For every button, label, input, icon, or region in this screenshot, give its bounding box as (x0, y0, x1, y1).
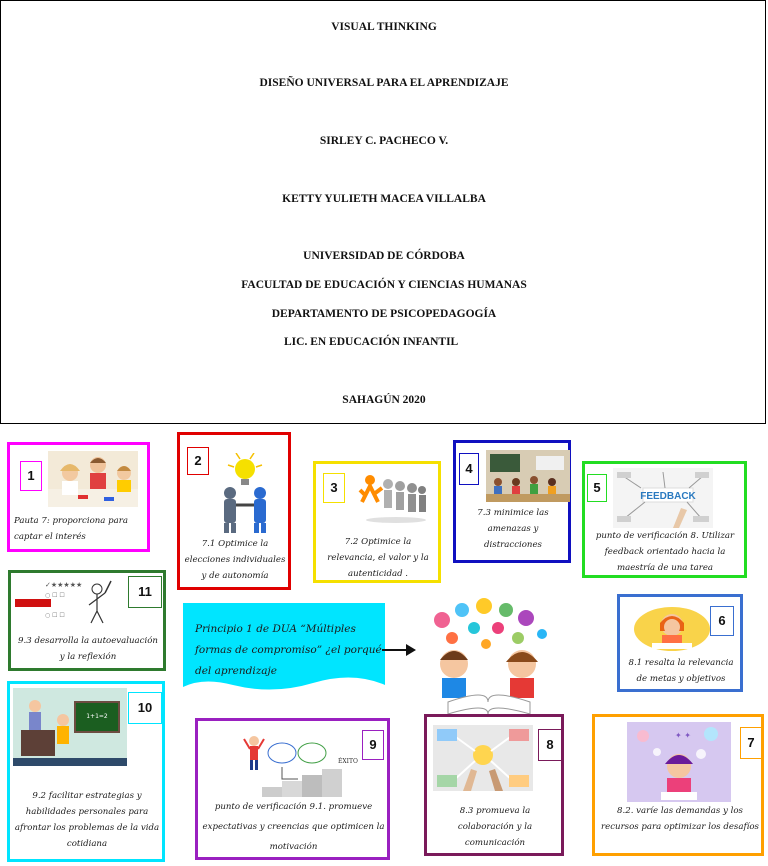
collaboration-photo (433, 725, 533, 791)
card-number: 2 (187, 447, 209, 475)
classroom-photo (486, 450, 570, 502)
banner-text: Principio 1 de DUA “Múltiples formas de compromiso” ¿el porqué del aprendizaje (195, 623, 382, 677)
success-stairs-image (242, 731, 360, 797)
leader-figures-image (356, 468, 426, 528)
card-number: 1 (20, 461, 42, 491)
cover-page (0, 0, 766, 424)
svg-text:✓★★★★★: ✓★★★★★ (45, 581, 83, 589)
svg-text:1+1=2: 1+1=2 (86, 713, 108, 720)
classroom-cartoon-image (13, 688, 127, 766)
cover-university: UNIVERSIDAD DE CÓRDOBA (303, 250, 465, 262)
cover-department: DEPARTAMENTO DE PSICOPEDAGOGÍA (271, 308, 497, 320)
card-text: punto de verificación 9.1. promueve expectativas y creencias que optimicen la motivación (202, 802, 385, 852)
cover-subtitle: DISEÑO UNIVERSAL PARA EL APRENDIZAJE (259, 77, 509, 89)
kids-reading-illustration (418, 598, 560, 716)
svg-text:✦ ✦: ✦ ✦ (675, 731, 691, 740)
card-number: 4 (459, 453, 479, 485)
card-3 (313, 461, 441, 583)
girl-thinking-image (632, 603, 712, 651)
card-text: 8.3 promueva la colaboración y la comunicación (457, 806, 533, 848)
principle-banner (183, 603, 385, 695)
card-1 (7, 442, 150, 552)
card-2 (177, 432, 291, 590)
card-number: 6 (710, 606, 734, 636)
arrow-right-icon (382, 643, 416, 657)
feedback-photo (613, 468, 713, 528)
card-text: 7.2 Optimice la relevancia, el valor y la autenticidad . (327, 537, 429, 579)
card-number: 7 (740, 727, 762, 759)
card-number: 10 (128, 692, 162, 724)
cover-place-year: SAHAGÚN 2020 (342, 394, 426, 406)
svg-text:ÉXITO: ÉXITO (338, 758, 358, 765)
card-7 (592, 714, 764, 856)
card-text: 7.1 Optimice la elecciones individuales y de autonomía (184, 539, 286, 581)
card-5 (582, 461, 747, 578)
card-number: 11 (128, 576, 162, 608)
card-11 (8, 570, 166, 671)
cover-author-2: KETTY YULIETH MACEA VILLALBA (282, 193, 486, 205)
card-8 (424, 714, 564, 856)
card-text: 9.2 facilitar estrategias y habilidades personales para afrontar los problemas de la vida cotidiana (14, 791, 160, 849)
card-6 (617, 594, 743, 692)
svg-text:○ ☐ ☐: ○ ☐ ☐ (45, 592, 65, 599)
card-text: 8.1 resalta la relevancia de metas y objetivos (628, 658, 734, 684)
card-10 (7, 681, 165, 862)
cover-faculty: FACULTAD DE EDUCACIÓN Y CIENCIAS HUMANAS (241, 279, 527, 291)
card-number: 3 (323, 473, 345, 503)
kids-painting-photo (48, 451, 138, 507)
card-number: 9 (362, 730, 384, 760)
self-evaluation-image (15, 577, 115, 629)
card-9 (195, 718, 390, 860)
card-number: 5 (587, 474, 607, 502)
lightbulb-figures-image (210, 453, 280, 533)
card-number: 8 (538, 729, 562, 761)
cover-program: LIC. EN EDUCACIÓN INFANTIL (284, 336, 459, 348)
svg-text:FEEDBACK: FEEDBACK (640, 491, 696, 502)
card-4 (453, 440, 571, 563)
cover-title: VISUAL THINKING (331, 21, 437, 33)
card-text: Pauta 7: proporciona para captar el interés (14, 516, 129, 542)
card-text: 9.3 desarrolla la autoevaluación y la reflexión (18, 636, 158, 662)
card-text: 8.2. varíe las demandas y los recursos para optimizar los desafíos (601, 806, 759, 832)
card-text: punto de verificación 8. Utilizar feedback orientado hacia la maestría de una tarea (595, 531, 735, 573)
card-text: 7.3 minimice las amenazas y distracciones (477, 508, 549, 550)
girl-dreaming-image (627, 722, 731, 802)
svg-text:○ ☐ ☐: ○ ☐ ☐ (45, 612, 65, 619)
cover-author-1: SIRLEY C. PACHECO V. (319, 135, 449, 147)
